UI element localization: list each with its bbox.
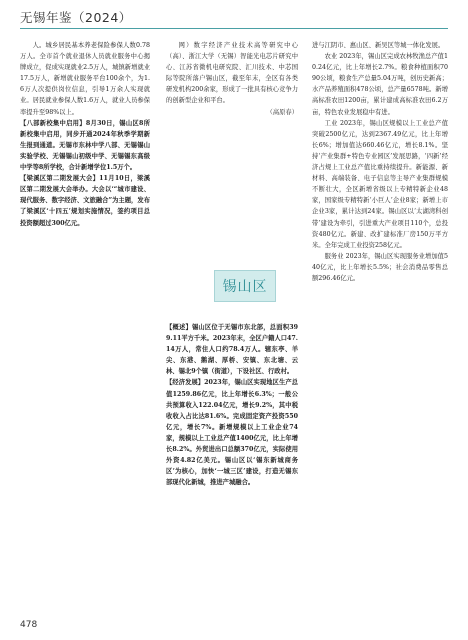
paragraph: 【经济发展】2023年，锡山区实现地区生产总值1259.86亿元，比上年增长6.3%；一般公共预算收入122.04亿元，增长9.2%，其中税收收入占比达81.6%。完成固定资产投资550亿元，增长7%。新增规模以上工业企业74家，规模以上工业总产值1400亿元，比上年增长8.2%。外贸进出口总额370亿元，实际使用外资4.82亿美元。锡山区以‘锡东新城商务区’为核心，加快‘一城三区’建设，打造无锡东部现代化新城，推进产城融合。 xyxy=(166,379,298,487)
paragraph: 农业 2023年，锡山区完成农林牧渔总产值10.24亿元，比上年增长2.7%。粮食种植面积7090公顷，粮食生产总量5.04万吨，创历史新高；水产品养殖面积478公顷，总产量6578吨。新增高标准农田1200亩，累计建成高标准农田6.2万亩，特色农业发展稳中有进。 xyxy=(312,53,448,116)
page-number: 478 xyxy=(20,620,38,630)
paragraph: 【概述】锡山区位于无锡市东北部，总面积399.11平方千米。2023年末，全区户籍人口47.14万人，常住人口约78.4万人。辖东亭、羊尖、东港、鹅湖、厚桥、安镇、东北塘、云林、锡北9个镇（街道），下设社区、行政村。 xyxy=(166,324,298,376)
text-column-2 xyxy=(166,40,298,265)
paragraph: 网）数字经济产业技术高等研究中心（高）、浙江大学（无锡）智能光电芯片研究中心、江苏省微机电研究院、汇川技术、中芯国际等院所落户锡山区，截至年末，全区有各类研发机构200余家，形成了一批具有核心竞争力的创新型企业和平台。 xyxy=(166,42,298,105)
text-column-1 xyxy=(20,40,150,615)
section-title-banner: 锡山区 xyxy=(214,270,276,302)
paragraph: 工业 2023年，锡山区规模以上工业总产值突破2500亿元，达到2367.49亿元，比上年增长6%；增加值达660.46亿元，增长8.1%。坚持‘产业集群+特色专业园区’发展思路，‘四新’经济占规上工业总产值比重持续提升。新能源、新材料、高端装备、电子信息等主导产业集群规模不断壮大，全区新增省级以上专精特新企业48家，国家级专精特新‘小巨人’企业8家；新增上市企业3家，累计达到24家。锡山区以‘太湖湾科创带’建设为牵引，引进重大产业项目110个，总投资480亿元。新建、改扩建标准厂房150万平方米。全年完成工业投资258亿元。 xyxy=(312,119,448,249)
yearbook-header: 无锡年鉴（2024） xyxy=(20,10,132,25)
text-column-3 xyxy=(312,40,448,615)
paragraph: 【梁溪区第二期发展大会】11月10日，梁溪区第二期发展大会举办。大会以‘“城市建设、现代服务、数字经济、文旅融合”为主题，发布了梁溪区‘十四五’规划实施情况，签约项目总投资额超过300亿元。 xyxy=(20,175,150,227)
header-divider xyxy=(20,28,448,29)
paragraph: 人。城乡居民基本养老保险参保人数0.78万人。全市首个就业退休人员就业服务中心揭牌成立，促成实现就业2.5万人，城镇新增就业17.5万人，新增就业服务平台100余个，为1.6万人次提供岗位信息，引导1万余人实现就业。居民就业参保人数1.6万人，就业人员参保率提升至98%以上。 xyxy=(20,42,150,116)
paragraph: 服务业 2023年，锡山区实现服务业增加值540亿元，比上年增长5.5%；社会消费品零售总额296.46亿元。 xyxy=(312,252,448,282)
text-column-2b xyxy=(166,322,298,618)
paragraph: 【八部新校集中启用】8月30日，锡山区8所新校集中启用，同步开通2024年秋季学期新生报到通道。无锡市东林中学八部、无锡锡山实验学校、无锡锡山初级中学、无锡锡东高级中学等8所学校，合计新增学位1.5万个。 xyxy=(20,119,150,172)
author-credit: （高原春） xyxy=(266,108,298,116)
paragraph: 进与江阴市、惠山区、新吴区等城一体化发展。 xyxy=(312,42,445,49)
